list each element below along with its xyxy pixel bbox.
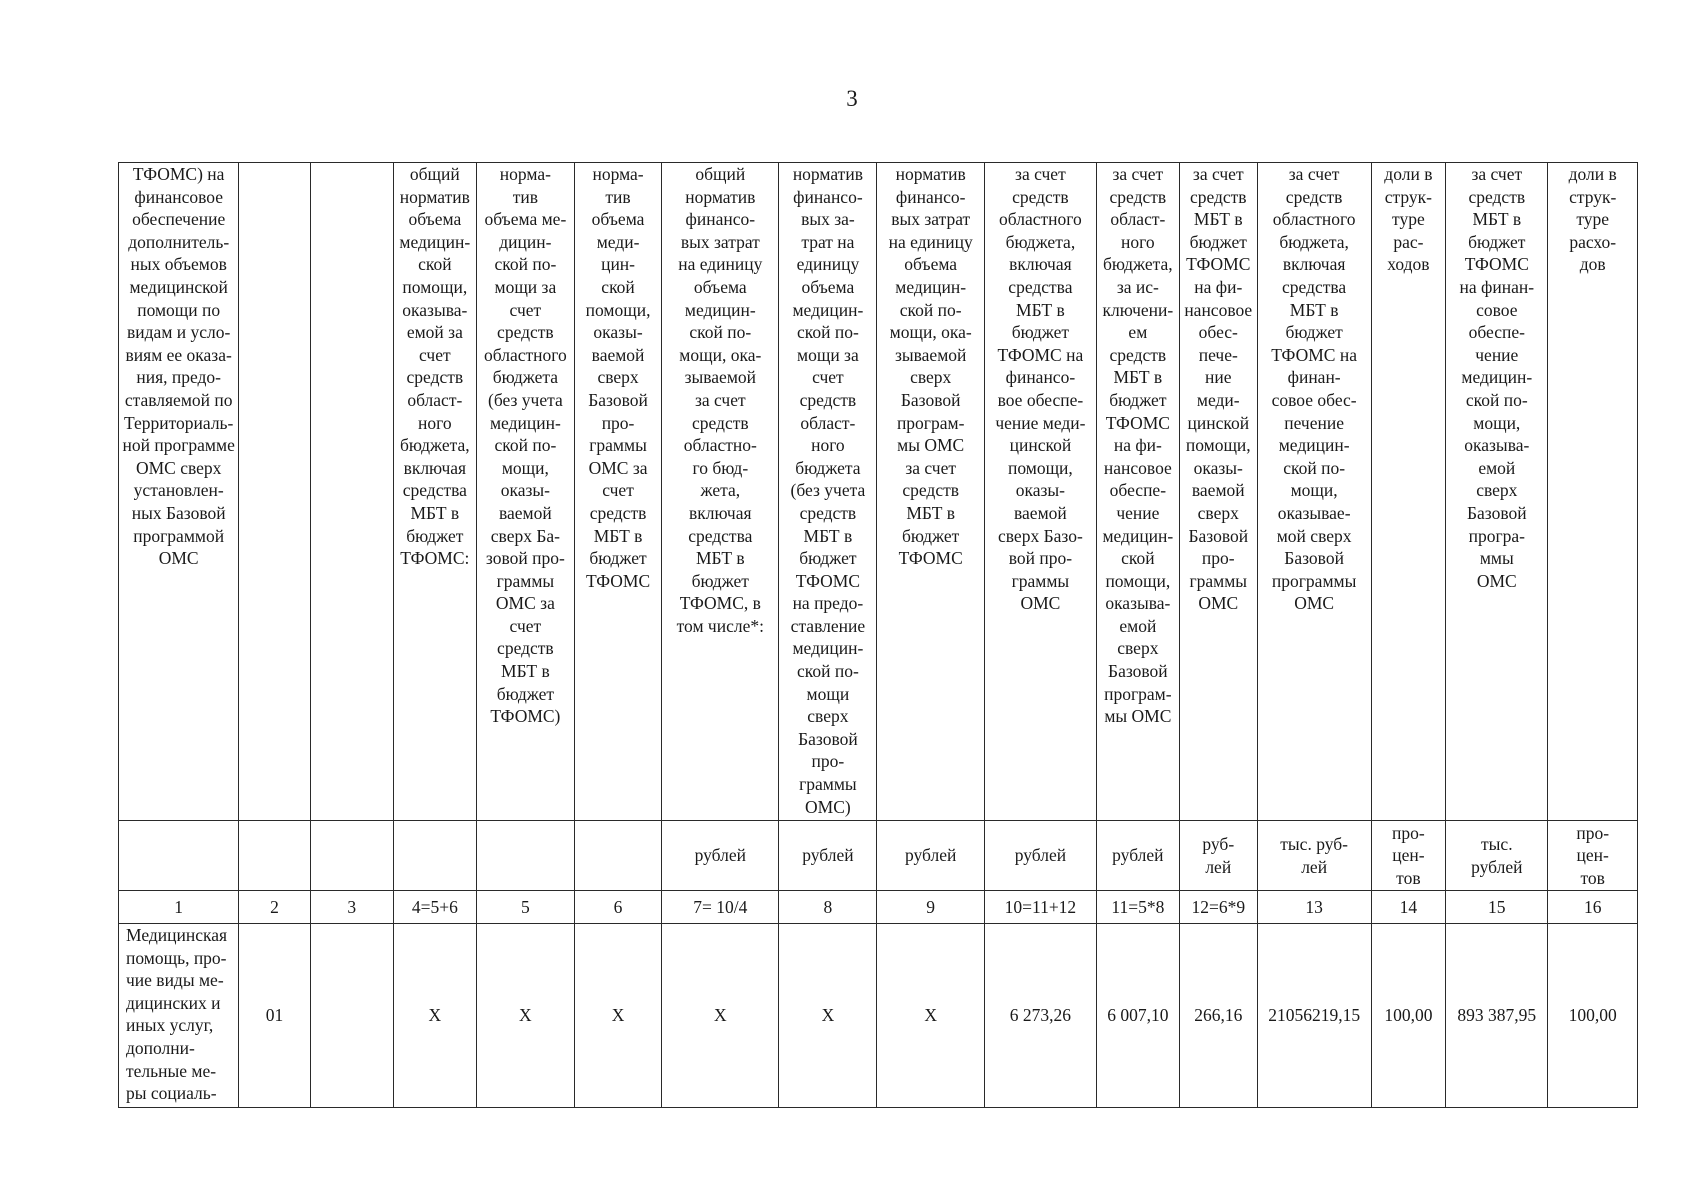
header-cell-16: доли в струк- туре расхо- дов: [1548, 163, 1638, 821]
data-cell-8: X: [779, 924, 877, 1108]
unit-cell-12: руб- лей: [1179, 821, 1257, 891]
header-cell-12: за счет средств МБТ в бюджет ТФОМС на фи- нансовое обес- пече- ние меди- цинской помощи, оказы- ваемой сверх Базовой про- граммы ОМС: [1179, 163, 1257, 821]
unit-cell-13: тыс. руб- лей: [1257, 821, 1371, 891]
unit-cell-5: [476, 821, 574, 891]
unit-cell-14: про- цен- тов: [1371, 821, 1446, 891]
number-cell-4: 4=5+6: [393, 891, 476, 924]
number-cell-12: 12=6*9: [1179, 891, 1257, 924]
number-cell-13: 13: [1257, 891, 1371, 924]
header-cell-3: [310, 163, 393, 821]
data-cell-13: 21056219,15: [1257, 924, 1371, 1108]
data-cell-7: X: [662, 924, 779, 1108]
data-cell-6: X: [574, 924, 661, 1108]
header-cell-2: [239, 163, 310, 821]
number-cell-14: 14: [1371, 891, 1446, 924]
unit-cell-16: про- цен- тов: [1548, 821, 1638, 891]
header-cell-11: за счет средств област- ного бюджета, за ис- ключени- ем средств МБТ в бюджет ТФОМС на фи- нансовое обеспе- чение медицин- ской помощи, оказыва- емой сверх Базовой програм- мы ОМС: [1096, 163, 1179, 821]
row-name-cell: Медицинская помощь, про- чие виды ме- дицинских и иных услуг, дополни- тельные ме- ры социаль-: [119, 924, 239, 1108]
header-cell-14: доли в струк- туре рас- ходов: [1371, 163, 1446, 821]
data-cell-16: 100,00: [1548, 924, 1638, 1108]
data-cell-9: X: [877, 924, 985, 1108]
header-cell-10: за счет средств областного бюджета, включая средства МБТ в бюджет ТФОМС на финансо- вое обеспе- чение меди- цинской помощи, оказы- ваемой сверх Базо- вой про- граммы ОМС: [984, 163, 1096, 821]
data-cell-12: 266,16: [1179, 924, 1257, 1108]
page-number: 3: [846, 86, 858, 111]
number-cell-9: 9: [877, 891, 985, 924]
number-cell-6: 6: [574, 891, 661, 924]
data-cell-2: 01: [239, 924, 310, 1108]
data-cell-14: 100,00: [1371, 924, 1446, 1108]
number-cell-1: 1: [119, 891, 239, 924]
number-cell-7: 7= 10/4: [662, 891, 779, 924]
number-cell-2: 2: [239, 891, 310, 924]
header-cell-5: норма- тив объема ме- дицин- ской по- мощи за счет средств областного бюджета (без учета медицин- ской по- мощи, оказы- ваемой сверх Ба- зовой про- граммы ОМС за счет средств МБТ в бюджет ТФОМС): [476, 163, 574, 821]
header-cell-7: общий норматив финансо- вых затрат на единицу объема медицин- ской по- мощи, ока- зываемой за счет средств областно- го бюд- жета, включая средства МБТ в бюджет ТФОМС, в том числе*:: [662, 163, 779, 821]
unit-cell-6: [574, 821, 661, 891]
data-cell-10: 6 273,26: [984, 924, 1096, 1108]
unit-cell-3: [310, 821, 393, 891]
number-cell-3: 3: [310, 891, 393, 924]
data-cell-3: [310, 924, 393, 1108]
header-cell-9: норматив финансо- вых затрат на единицу объема медицин- ской по- мощи, ока- зываемой сверх Базовой програм- мы ОМС за счет средств МБТ в бюджет ТФОМС: [877, 163, 985, 821]
header-cell-6: норма- тив объема меди- цин- ской помощи, оказы- ваемой сверх Базовой про- граммы ОМС за счет средств МБТ в бюджет ТФОМС: [574, 163, 661, 821]
header-cell-4: общий норматив объема медицин- ской помощи, оказыва- емой за счет средств област- ного бюджета, включая средства МБТ в бюджет ТФОМС:: [393, 163, 476, 821]
number-cell-15: 15: [1446, 891, 1548, 924]
unit-cell-1: [119, 821, 239, 891]
number-cell-10: 10=11+12: [984, 891, 1096, 924]
data-cell-4: X: [393, 924, 476, 1108]
header-cell-13: за счет средств областного бюджета, включая средства МБТ в бюджет ТФОМС на финан- совое обес- печение медицин- ской по- мощи, оказывае- мой сверх Базовой программы ОМС: [1257, 163, 1371, 821]
table-row: [119, 924, 1638, 1108]
number-cell-16: 16: [1548, 891, 1638, 924]
unit-cell-8: рублей: [779, 821, 877, 891]
unit-cell-9: рублей: [877, 821, 985, 891]
header-cell-1: ТФОМС) на финансовое обеспечение дополнитель- ных объемов медицинской помощи по видам и усло- виям ее оказа- ния, предо- ставляемой по Территориаль- ной программе ОМС сверх установлен- ных Базовой программой ОМС: [119, 163, 239, 821]
data-table: [118, 162, 1638, 1108]
units-row: [119, 821, 1638, 891]
unit-cell-10: рублей: [984, 821, 1096, 891]
unit-cell-7: рублей: [662, 821, 779, 891]
number-cell-8: 8: [779, 891, 877, 924]
data-cell-15: 893 387,95: [1446, 924, 1548, 1108]
header-cell-15: за счет средств МБТ в бюджет ТФОМС на финан- совое обеспе- чение медицин- ской по- мощи, оказыва- емой сверх Базовой програ- ммы ОМС: [1446, 163, 1548, 821]
number-cell-11: 11=5*8: [1096, 891, 1179, 924]
data-cell-5: X: [476, 924, 574, 1108]
unit-cell-11: рублей: [1096, 821, 1179, 891]
unit-cell-2: [239, 821, 310, 891]
number-cell-5: 5: [476, 891, 574, 924]
column-number-row: [119, 891, 1638, 924]
data-cell-11: 6 007,10: [1096, 924, 1179, 1108]
header-row: [119, 163, 1638, 821]
unit-cell-4: [393, 821, 476, 891]
header-cell-8: норматив финансо- вых за- трат на единицу объема медицин- ской по- мощи за счет средств област- ного бюджета (без учета средств МБТ в бюджет ТФОМС на предо- ставление медицин- ской по- мощи сверх Базовой про- граммы ОМС): [779, 163, 877, 821]
unit-cell-15: тыс. рублей: [1446, 821, 1548, 891]
